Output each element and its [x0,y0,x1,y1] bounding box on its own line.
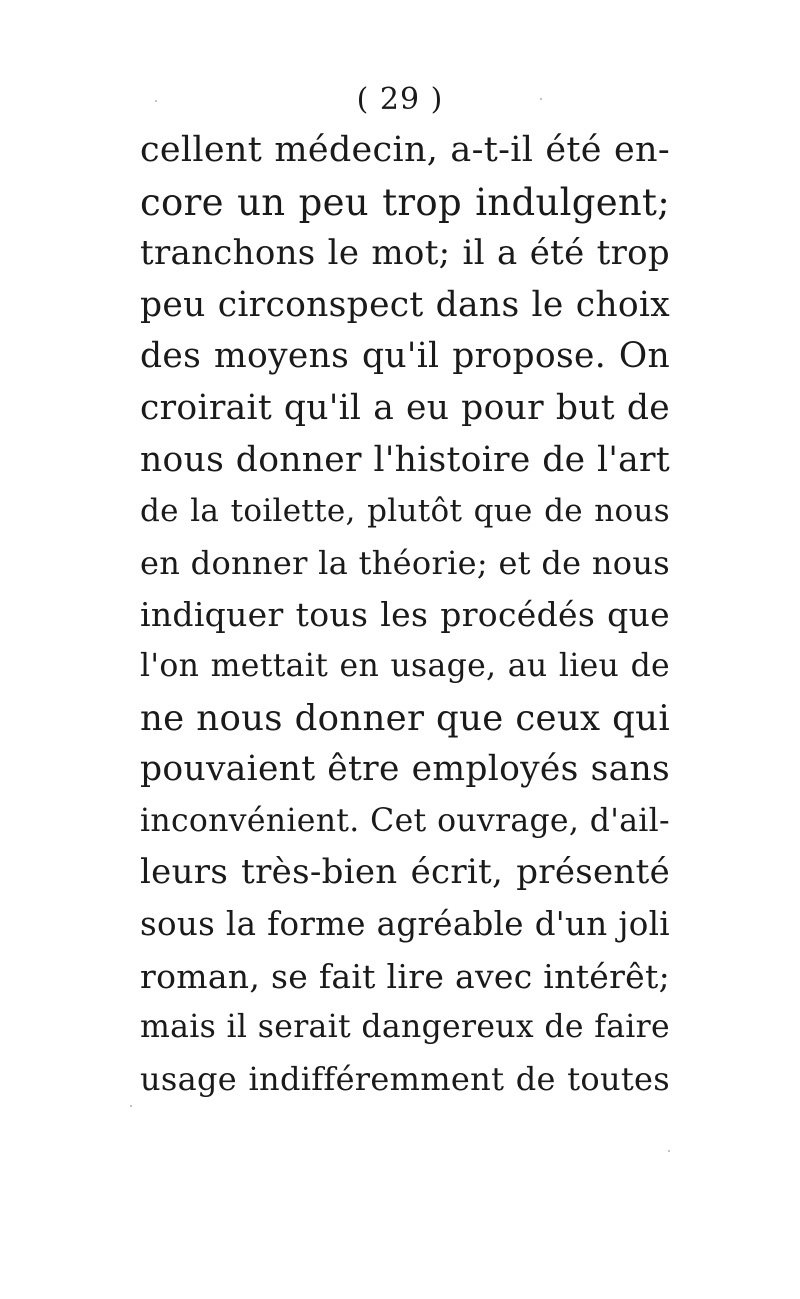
paper-speck [668,1150,670,1152]
text-line: pouvaient être employés sans [140,749,670,790]
paper-speck [540,98,542,100]
text-line: core un peu trop indulgent; [140,180,670,224]
text-line: usage indifféremment de toutes [140,1059,670,1098]
paper-speck [155,100,157,102]
text-line: sous la forme agréable d'un joli [140,904,670,943]
text-line: peu circonspect dans le choix [140,284,670,325]
text-line: en donner la théorie; et de nous [140,543,670,582]
text-line: croirait qu'il a eu pour but de [140,387,670,428]
text-line: inconvénient. Cet ouvrage, d'ail- [140,802,670,839]
text-line: cellent médecin, a-t-il été en- [140,130,670,170]
text-line: nous donner l'histoire de l'art [140,439,670,480]
text-line: tranchons le mot; il a été trop [140,233,670,274]
text-line: l'on mettait en usage, au lieu de [140,647,670,684]
text-line: mais il serait dangereux de faire [140,1009,670,1046]
text-line: de la toilette, plutôt que de nous [140,493,670,530]
text-line: ne nous donner que ceux qui [140,697,670,739]
page-number: ( 29 ) [356,82,444,117]
text-line: des moyens qu'il propose. On [140,336,670,377]
body-text [140,125,670,1105]
text-line: indiquer tous les procédés que [140,595,670,635]
text-line: leurs très-bien écrit, présenté [140,852,670,893]
paper-speck [130,1105,132,1107]
text-line: roman, se fait lire avec intérêt; [140,956,670,996]
